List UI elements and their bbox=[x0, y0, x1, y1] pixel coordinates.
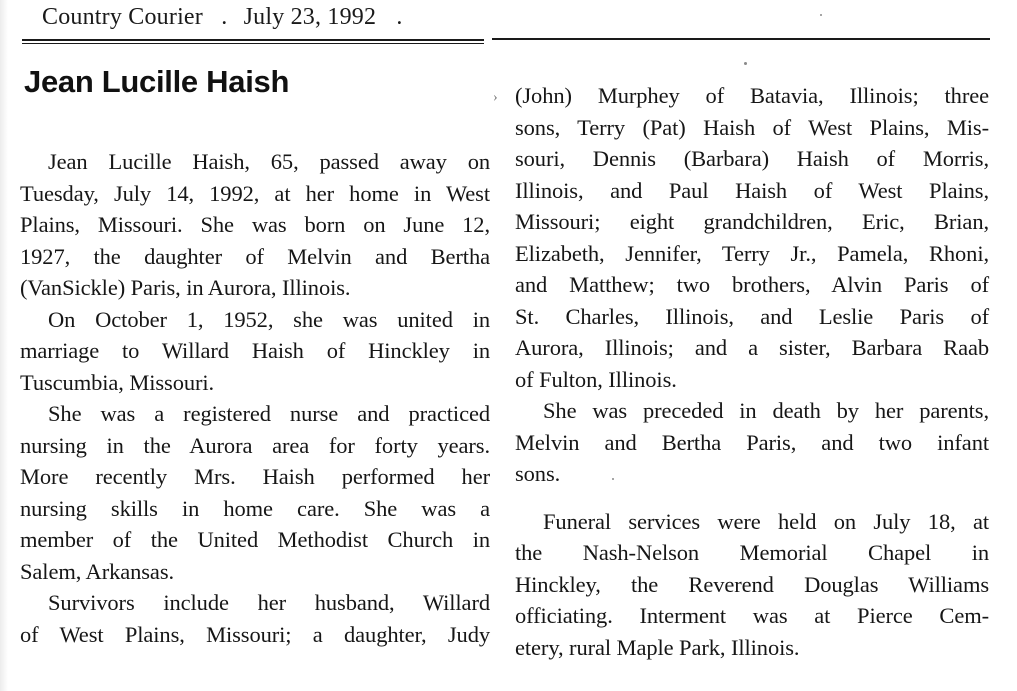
text-line: Tuscumbia, Missouri. bbox=[20, 369, 215, 395]
obituary-headline: Jean Lucille Haish bbox=[24, 64, 290, 99]
text-line: sons, Terry (Pat) Haish of West Plains, Mis- bbox=[515, 114, 989, 140]
publication-date: July 23, 1992 bbox=[243, 4, 377, 30]
text-line: souri, Dennis (Barbara) Haish of Morris, bbox=[515, 146, 989, 171]
text-line: She was preceded in death by her parents, bbox=[543, 398, 989, 423]
scan-speck bbox=[820, 14, 822, 16]
masthead-rule-bottom bbox=[22, 43, 484, 44]
text-line: (VanSickle) Paris, in Aurora, Illinois. bbox=[20, 275, 351, 300]
column-mark-icon: › bbox=[493, 90, 498, 105]
text-line: More recently Mrs. Haish performed her bbox=[20, 464, 490, 489]
text-line: On October 1, 1952, she was united in bbox=[48, 306, 490, 332]
masthead-rule-top bbox=[22, 39, 484, 41]
text-line: and Matthew; two brothers, Alvin Paris of bbox=[515, 272, 989, 297]
newspaper-name: Country Courier bbox=[42, 4, 203, 30]
text-line: Plains, Missouri. She was born on June 12, bbox=[20, 212, 490, 237]
masthead-trailing-mark: . bbox=[396, 4, 403, 30]
text-line: Missouri; eight grandchildren, Eric, Brian, bbox=[515, 209, 989, 234]
masthead bbox=[42, 4, 403, 31]
scan-edge-shadow bbox=[0, 0, 8, 691]
text-line: Aurora, Illinois; and a sister, Barbara Raab bbox=[515, 335, 989, 360]
text-line: Hinckley, the Reverend Douglas Williams bbox=[515, 571, 989, 597]
text-line: Melvin and Bertha Paris, and two infant bbox=[515, 429, 989, 455]
text-line: Salem, Arkansas. bbox=[20, 558, 174, 584]
text-line: marriage to Willard Haish of Hinckley in bbox=[20, 338, 490, 363]
text-line: She was a registered nurse and practiced bbox=[48, 401, 490, 426]
text-line: Tuesday, July 14, 1992, at her home in West bbox=[20, 180, 490, 206]
text-line: sons. bbox=[515, 461, 561, 486]
text-line: nursing skills in home care. She was a bbox=[20, 495, 490, 521]
masthead-separator: . bbox=[221, 4, 228, 30]
paragraph-gap bbox=[515, 490, 989, 506]
scan-speck bbox=[612, 478, 614, 480]
text-line: etery, rural Maple Park, Illinois. bbox=[515, 634, 800, 660]
left-column bbox=[20, 146, 490, 650]
text-line: Illinois, and Paul Haish of West Plains, bbox=[515, 177, 989, 203]
text-line: (John) Murphey of Batavia, Illinois; three bbox=[515, 83, 989, 108]
text-line: Survivors include her husband, Willard bbox=[48, 590, 490, 615]
text-line: of West Plains, Missouri; a daughter, Judy bbox=[20, 621, 490, 647]
text-line: Jean Lucille Haish, 65, passed away on bbox=[48, 149, 490, 174]
text-line: Funeral services were held on July 18, at bbox=[543, 508, 989, 534]
text-line: nursing in the Aurora area for forty years. bbox=[20, 432, 490, 458]
text-line: the Nash-Nelson Memorial Chapel in bbox=[515, 540, 989, 565]
text-line: of Fulton, Illinois. bbox=[515, 366, 677, 392]
text-line: Elizabeth, Jennifer, Terry Jr., Pamela, Rhoni, bbox=[515, 240, 989, 266]
text-line: St. Charles, Illinois, and Leslie Paris of bbox=[515, 303, 989, 329]
scan-speck bbox=[744, 62, 747, 65]
text-line: officiating. Interment was at Pierce Cem- bbox=[515, 603, 989, 628]
text-line: member of the United Methodist Church in bbox=[20, 527, 490, 552]
text-line: 1927, the daughter of Melvin and Bertha bbox=[20, 243, 490, 269]
masthead-rule-right bbox=[492, 38, 990, 40]
right-column bbox=[515, 80, 989, 663]
